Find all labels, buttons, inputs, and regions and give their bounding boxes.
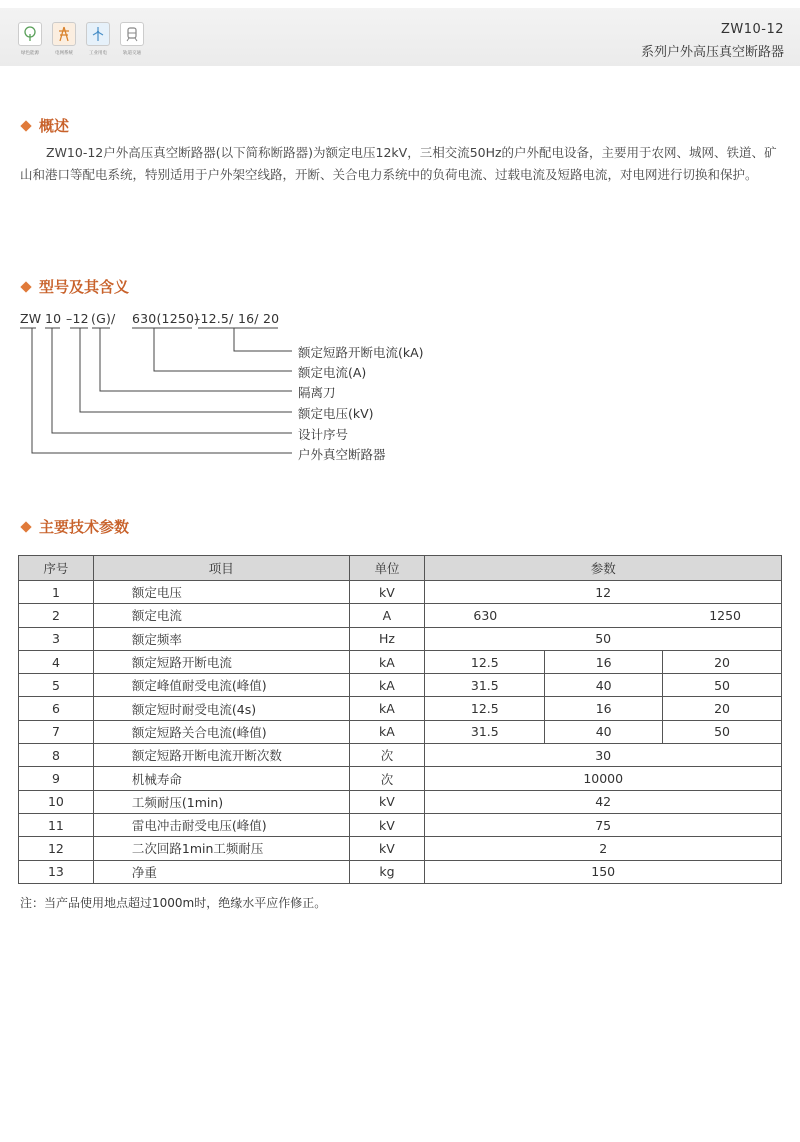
code-part-break-3: 20	[263, 311, 280, 326]
cell-no: 13	[19, 860, 94, 883]
cell-no: 7	[19, 720, 94, 743]
cell-unit: kA	[349, 650, 425, 673]
table-row	[19, 837, 782, 860]
table-row	[19, 744, 782, 767]
col-header-params: 参数	[425, 556, 782, 581]
cell-value: 10000	[425, 767, 782, 790]
cell-item: 净重	[93, 860, 349, 883]
cell-value: 1250	[663, 604, 782, 627]
cell-value: 150	[425, 860, 782, 883]
cell-value: 42	[425, 790, 782, 813]
cell-value: 31.5	[425, 720, 545, 743]
cell-value: 75	[425, 813, 782, 836]
overview-text: ZW10-12户外高压真空断路器(以下简称断路器)为额定电压12kV，三相交流50Hz的户外配电设备，主要用于农网、城网、铁道、矿山和港口等配电系统，特别适用于户外架空线路，开断、关合电力系统中的负荷电流、过载电流及短路电流，对电网进行切换和保护。	[20, 145, 777, 182]
section-title-overview: 概述	[22, 115, 69, 136]
table-row	[19, 697, 782, 720]
table-row	[19, 720, 782, 743]
cell-no: 11	[19, 813, 94, 836]
cell-value: 12	[425, 581, 782, 604]
cell-unit: kA	[349, 697, 425, 720]
cell-value: 12.5	[425, 697, 545, 720]
cell-no: 8	[19, 744, 94, 767]
cell-unit: Hz	[349, 627, 425, 650]
table-row	[19, 604, 782, 627]
cell-item: 二次回路1min工频耐压	[93, 837, 349, 860]
cell-item: 额定频率	[93, 627, 349, 650]
cell-value: 630	[425, 604, 663, 627]
cell-value: 2	[425, 837, 782, 860]
cell-item: 额定短路开断电流开断次数	[93, 744, 349, 767]
col-header-item: 项目	[93, 556, 349, 581]
cell-value: 31.5	[425, 674, 545, 697]
cell-no: 3	[19, 627, 94, 650]
cell-unit: 次	[349, 744, 425, 767]
table-row	[19, 674, 782, 697]
legend-design-no: 设计序号	[298, 427, 349, 442]
footnote: 注：当产品使用地点超过1000m时，绝缘水平应作修正。	[20, 896, 327, 910]
category-rail-transit: 轨道交通	[118, 22, 146, 56]
cell-item: 工频耐压(1min)	[93, 790, 349, 813]
code-part-current: 630(1250)	[132, 311, 200, 326]
cell-value: 50	[663, 720, 782, 743]
cell-item: 额定短路关合电流(峰值)	[93, 720, 349, 743]
cell-value: 50	[425, 627, 782, 650]
table-row	[19, 790, 782, 813]
legend-isolator: 隔离刀	[298, 385, 336, 400]
code-part-design: 10	[45, 311, 62, 326]
cell-unit: kV	[349, 837, 425, 860]
cell-unit: A	[349, 604, 425, 627]
table-row	[19, 650, 782, 673]
cell-unit: 次	[349, 767, 425, 790]
cell-item: 机械寿命	[93, 767, 349, 790]
cell-no: 5	[19, 674, 94, 697]
table-row	[19, 813, 782, 836]
cell-item: 额定电流	[93, 604, 349, 627]
cell-no: 12	[19, 837, 94, 860]
cell-item: 额定电压	[93, 581, 349, 604]
legend-rated-voltage: 额定电压(kV)	[298, 406, 374, 421]
code-part-break-1: –12.5/	[194, 311, 234, 326]
cell-value: 16	[545, 697, 663, 720]
cell-unit: kA	[349, 720, 425, 743]
code-part-type: ZW	[20, 311, 42, 326]
code-part-isolator: (G)/	[91, 311, 116, 326]
cell-value: 12.5	[425, 650, 545, 673]
section-title-model: 型号及其含义	[22, 276, 129, 297]
table-row	[19, 767, 782, 790]
cell-value: 16	[545, 650, 663, 673]
cell-value: 20	[663, 650, 782, 673]
cell-unit: kV	[349, 790, 425, 813]
table-row	[19, 860, 782, 883]
cell-unit: kV	[349, 581, 425, 604]
cell-item: 额定短路开断电流	[93, 650, 349, 673]
header-subtitle: 系列户外高压真空断路器	[640, 45, 784, 60]
col-header-unit: 单位	[349, 556, 425, 581]
header-model: ZW10-12	[720, 22, 784, 37]
table-row	[19, 627, 782, 650]
cell-unit: kA	[349, 674, 425, 697]
legend-breaker-type: 户外真空断路器	[298, 447, 386, 462]
cell-value: 40	[545, 720, 663, 743]
legend-break-current: 额定短路开断电流(kA)	[298, 345, 424, 360]
diamond-bullet-icon	[20, 521, 31, 532]
cell-no: 4	[19, 650, 94, 673]
cell-value: 30	[425, 744, 782, 767]
legend-rated-current: 额定电流(A)	[298, 365, 367, 380]
category-green-energy: 绿色能源	[16, 22, 44, 56]
table-header-row	[19, 556, 782, 581]
cell-unit: kg	[349, 860, 425, 883]
code-part-break-2: 16/	[238, 311, 259, 326]
cell-value: 20	[663, 697, 782, 720]
spec-table	[18, 555, 782, 884]
spec-table-body	[19, 581, 782, 884]
col-header-no: 序号	[19, 556, 94, 581]
cell-value: 40	[545, 674, 663, 697]
cell-item: 雷电冲击耐受电压(峰值)	[93, 813, 349, 836]
cell-item: 额定短时耐受电流(4s)	[93, 697, 349, 720]
cell-no: 2	[19, 604, 94, 627]
cell-no: 1	[19, 581, 94, 604]
cell-item: 额定峰值耐受电流(峰值)	[93, 674, 349, 697]
cell-value: 50	[663, 674, 782, 697]
cell-unit: kV	[349, 813, 425, 836]
category-industrial-power: 工业用电	[84, 22, 112, 56]
cell-no: 9	[19, 767, 94, 790]
table-row	[19, 581, 782, 604]
code-part-voltage: –12	[66, 311, 89, 326]
cell-no: 10	[19, 790, 94, 813]
section-title-specs: 主要技术参数	[22, 516, 129, 537]
category-power-grid: 电网系统	[50, 22, 78, 56]
model-diagram-lines	[0, 0, 800, 480]
cell-no: 6	[19, 697, 94, 720]
